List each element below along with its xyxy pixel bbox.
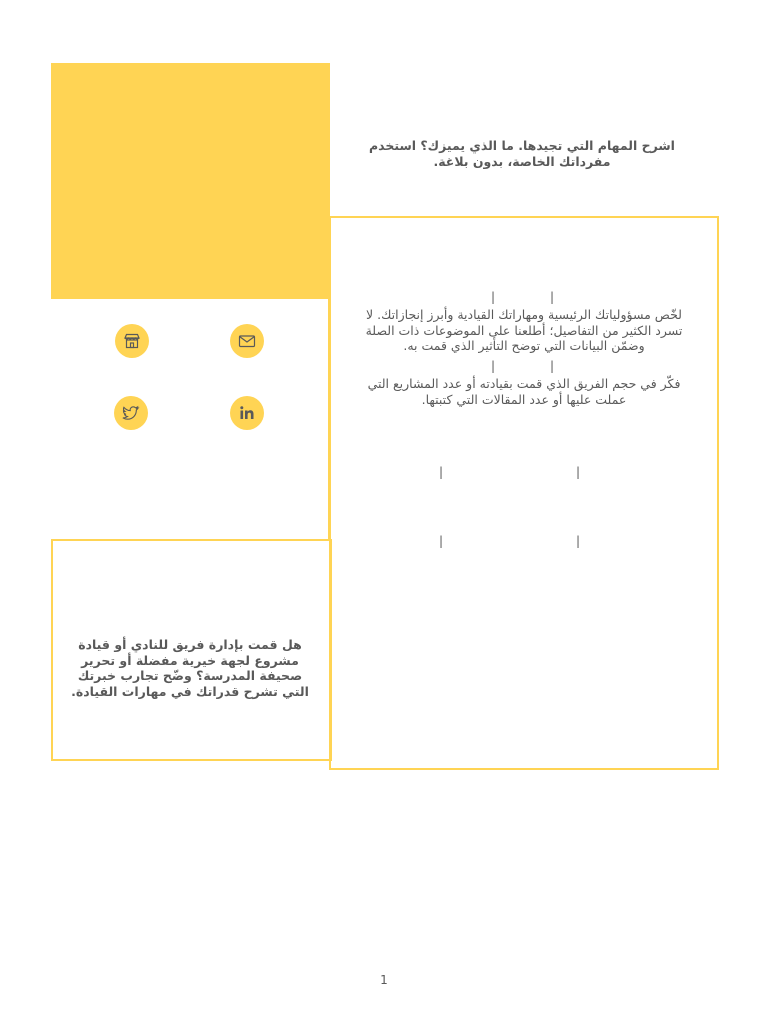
skills-prompt[interactable]: اشرح المهام التي تجيدها. ما الذي يميزك؟ استخدم مفرداتك الخاصة، بدون بلاغة. (369, 138, 675, 169)
header-color-block (51, 63, 330, 299)
separator: | (491, 359, 496, 373)
separator: | (550, 290, 555, 304)
separator: | (576, 534, 581, 548)
page-number: 1 (380, 973, 388, 987)
separator: | (550, 359, 555, 373)
linkedin-icon[interactable] (230, 396, 264, 430)
website-icon[interactable] (115, 324, 149, 358)
leadership-prompt[interactable]: هل قمت بإدارة فريق للنادي أو قيادة مشروع لجهة خيرية مفضلة أو تحرير صحيفة المدرسة؟ وضّح تجارب خبرتك التي تشرح قدراتك في مهارات القيادة. (71, 637, 309, 699)
email-icon[interactable] (230, 324, 264, 358)
experience-impact[interactable]: فكّر في حجم الفريق الذي قمت بقيادته أو عدد المشاريع التي عملت عليها أو عدد المقالات التي كتبتها. (367, 376, 681, 407)
twitter-icon[interactable] (114, 396, 148, 430)
experience-frame (329, 216, 719, 770)
experience-description[interactable]: لخّص مسؤولياتك الرئيسية ومهاراتك القيادية وأبرز إنجازاتك. لا تسرد الكثير من التفاصيل؛ أطلعنا على الموضوعات ذات الصلة وضمّن البيانات التي توضح التأثير الذي قمت به. (365, 307, 683, 353)
separator: | (439, 534, 444, 548)
separator: | (576, 465, 581, 479)
separator: | (439, 465, 444, 479)
separator: | (491, 290, 496, 304)
